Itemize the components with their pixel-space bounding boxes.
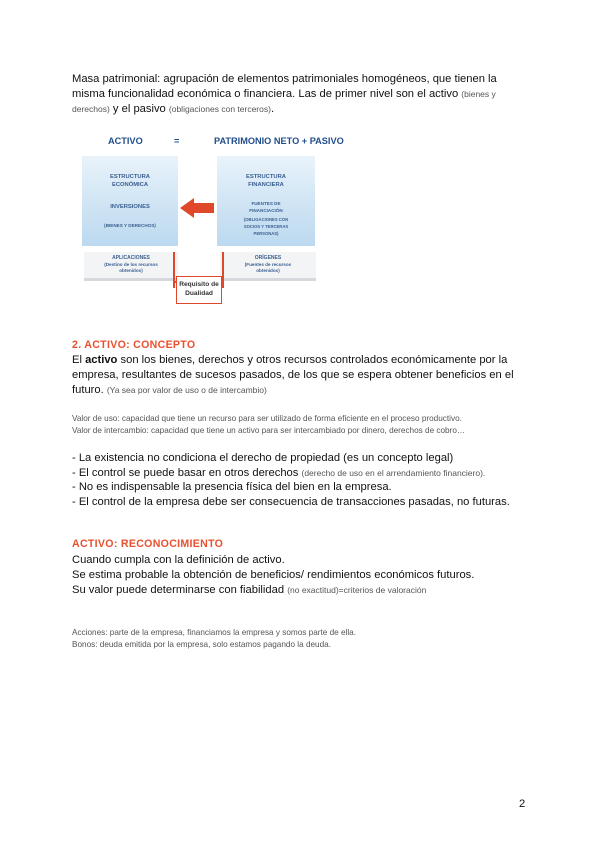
duality-requirement-line-1: Requisito de [179, 281, 219, 288]
bullet-control-note: (derecho de uso en el arrendamiento financiero). [301, 468, 486, 478]
funding-sources-label-2: FINANCIACIÓN [249, 208, 283, 213]
diagram-title-asset: ACTIVO [108, 136, 143, 146]
intro-line-1: Masa patrimonial: agrupación de elementos patrimoniales homogéneos, que tienen la [72, 73, 497, 85]
concept-line-1 [72, 353, 507, 369]
balance-diagram [80, 130, 360, 310]
applications-desc-2: obtenidos) [119, 268, 143, 273]
intro-line-3 [72, 102, 274, 118]
arrow-left-icon [180, 198, 194, 218]
intro-line-2-text: misma funcionalidad económica o financiera. Las de primer nivel son el activo [72, 88, 459, 100]
origins-label: ORÍGENES [254, 255, 282, 261]
intro-liability-note: (obligaciones con terceros) [168, 104, 271, 114]
obligations-label-1: (OBLIGACIONES CON [243, 217, 289, 222]
recognition-valuation-note: (no exactitud)=criterios de valoración [287, 585, 427, 595]
concept-line-1-rest: son los bienes, derechos y otros recursos controlados económicamente por la [117, 354, 508, 366]
financial-structure-label-2: FINANCIERA [248, 182, 284, 188]
economic-structure-label-1: ESTRUCTURA [110, 174, 150, 180]
obligations-label-3: PERSONAS) [253, 231, 279, 236]
diagram-title-equity-liability: PATRIMONIO NETO + PASIVO [214, 136, 344, 146]
obligations-label-2: SOCIOS Y TERCERAS [243, 224, 289, 229]
intro-period: . [270, 103, 275, 115]
page-number: 2 [519, 798, 526, 810]
economic-structure-column [82, 156, 178, 246]
recognition-line-2: Se estima probable la obtención de beneficios/ rendimientos económicos futuros. [72, 569, 475, 581]
financial-structure-label-1: ESTRUCTURA [246, 174, 286, 180]
use-value-note: Valor de uso: capacidad que tiene un recurso para ser utilizado de forma eficiente en el proceso productivo. [72, 414, 462, 423]
bullet-transactions: - El control de la empresa debe ser consecuencia de transacciones pasadas, no futuras. [72, 496, 510, 508]
investments-label: INVERSIONES [110, 204, 150, 210]
concept-line-2: empresa, resultantes de sucesos pasados, de los que se espera obtener beneficios en el [72, 369, 514, 381]
concept-value-note: (Ya sea por valor de uso o de intercambio) [106, 385, 267, 395]
section-heading-recognition: ACTIVO: RECONOCIMIENTO [72, 538, 224, 550]
connector-left-vertical [173, 252, 175, 288]
concept-asset-bold: activo [85, 354, 118, 366]
intro-liability-text: y el pasivo [112, 103, 166, 115]
shares-note: Acciones: parte de la empresa, financiamos la empresa y somos parte de ella. [72, 628, 356, 637]
origins-desc-2: obtenidos) [256, 268, 280, 273]
bonds-note: Bonos: deuda emitida por la empresa, solo estamos pagando la deuda. [72, 640, 331, 649]
applications-desc-1: (Destino de los recursos [104, 262, 158, 267]
applications-box [84, 252, 178, 281]
concept-line-1-start: El [72, 354, 86, 366]
bullet-property: - La existencia no condiciona el derecho de propiedad (es un concepto legal) [72, 452, 454, 464]
diagram-equals: = [174, 136, 180, 146]
origins-box [220, 252, 316, 281]
concept-line-3 [72, 383, 267, 399]
section-heading-concept: 2. ACTIVO: CONCEPTO [72, 339, 196, 351]
concept-line-3-text: futuro. [72, 384, 104, 396]
financial-structure-column [217, 156, 315, 246]
applications-label: APLICACIONES [112, 255, 150, 261]
goods-rights-label: (BIENES Y DERECHOS) [104, 223, 156, 228]
arrow-shaft [192, 203, 214, 213]
origins-desc-1: (Fuentes de recursos [244, 262, 292, 267]
connector-right-vertical [222, 252, 224, 288]
duality-requirement-box [176, 276, 222, 304]
intro-asset-note-cont: derechos) [72, 104, 110, 114]
bullet-physical: - No es indispensable la presencia física del bien en la empresa. [72, 481, 392, 493]
intro-asset-note: (bienes y [461, 89, 496, 99]
exchange-value-note: Valor de intercambio: capacidad que tiene un activo para ser intercambiado por dinero, derechos de cobro… [72, 426, 466, 435]
recognition-line-3-text: Su valor puede determinarse con fiabilidad [72, 584, 285, 596]
bullet-control-text: - El control se puede basar en otros derechos [72, 467, 299, 479]
intro-line-2 [72, 87, 496, 103]
duality-requirement-line-2: Dualidad [185, 290, 213, 297]
funding-sources-label-1: FUENTES DE [251, 201, 281, 206]
recognition-line-3 [72, 583, 426, 599]
recognition-line-1: Cuando cumpla con la definición de activo. [72, 554, 285, 566]
economic-structure-label-2: ECONÓMICA [111, 182, 149, 188]
